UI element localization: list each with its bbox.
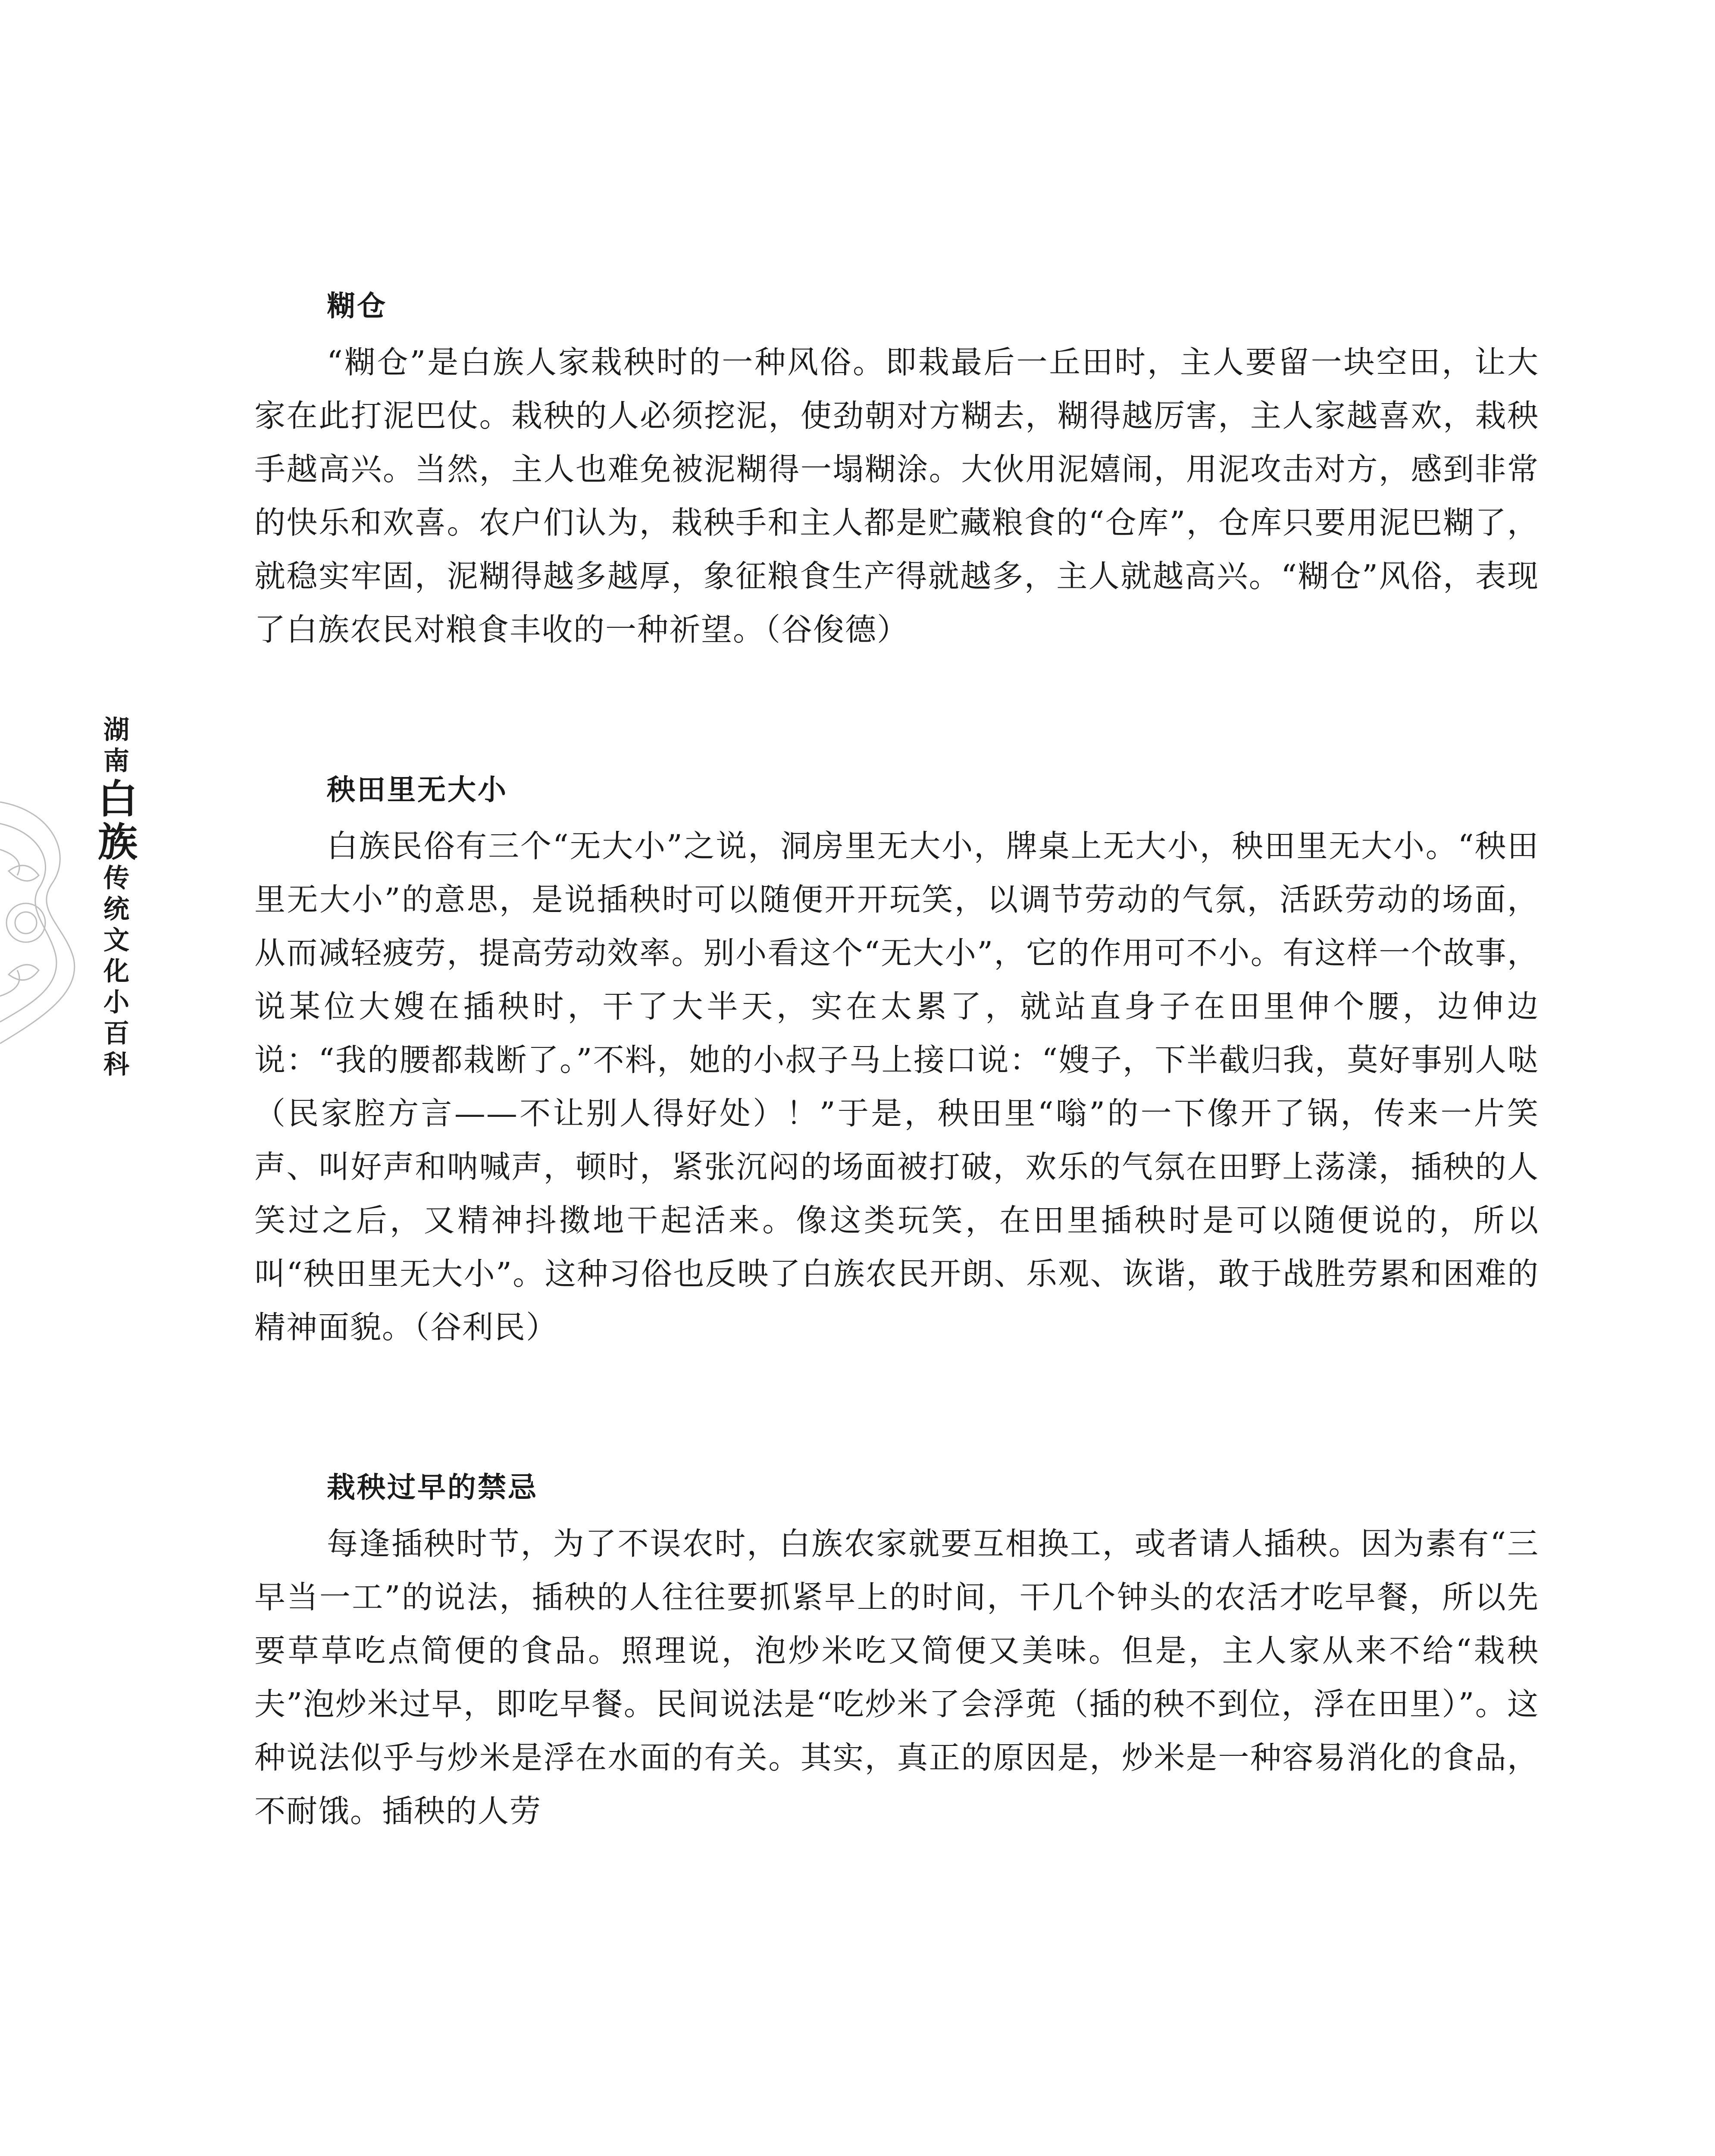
section-title: 栽秧过早的禁忌 (327, 1471, 538, 1504)
section-paragraph: 白族民俗有三个“无大小”之说，洞房里无大小，牌桌上无大小，秧田里无大小。“秧田里无大小”的意思，是说插秧时可以随便开开玩笑，以调节劳动的气氛，活跃劳动的场面，从而减轻疲劳，提高劳动效率。别小看这个“无大小”，它的作用可不小。有这样一个故事，说某位大嫂在插秧时，干了大半天，实在太累了，就站直身子在田里伸个腰，边伸边说：“我的腰都栽断了。”不料，她的小叔子马上接口说：“嫂子，下半截归我，莫好事别人哒（民家腔方言——不让别人得好处）！”于是，秧田里“嗡”的一下像开了锅，传来一片笑声、叫好声和呐喊声，顿时，紧张沉闷的场面被打破，欢乐的气氛在田野上荡漾，插秧的人笑过之后，又精神抖擞地干起活来。像这类玩笑，在田里插秧时是可以随便说的，所以叫“秧田里无大小”。这种习俗也反映了白族农民开朗、乐观、诙谐，敢于战胜劳累和困难的精神面貌。（谷利民） (254, 828, 1539, 1345)
decorative-pattern-icon (0, 785, 82, 1061)
section-title: 秧田里无大小 (327, 773, 508, 806)
section-zaiyang-taboo (254, 1462, 1539, 1838)
side-title-part3: 传统文化小百科 (99, 864, 129, 1081)
main-content (254, 280, 1539, 1946)
side-title-part1: 湖南 (99, 716, 129, 778)
side-title-part2: 白族 (91, 778, 138, 864)
book-series-title (88, 716, 140, 1081)
section-paragraph: “糊仓”是白族人家栽秧时的一种风俗。即栽最后一丘田时，主人要留一块空田，让大家在此打泥巴仗。栽秧的人必须挖泥，使劲朝对方糊去，糊得越厉害，主人家越喜欢，栽秧手越高兴。当然，主人也难免被泥糊得一塌糊涂。大伙用泥嬉闹，用泥攻击对方，感到非常的快乐和欢喜。农户们认为，栽秧手和主人都是贮藏粮食的“仓库”，仓库只要用泥巴糊了，就稳实牢固，泥糊得越多越厚，象征粮食生产得就越多，主人就越高兴。“糊仓”风俗，表现了白族农民对粮食丰收的一种祈望。（谷俊德） (254, 344, 1539, 648)
section-paragraph: 每逢插秧时节，为了不误农时，白族农家就要互相换工，或者请人插秧。因为素有“三早当一工”的说法，插秧的人往往要抓紧早上的时间，干几个钟头的农活才吃早餐，所以先要草草吃点简便的食品。照理说，泡炒米吃又简便又美味。但是，主人家从来不给“栽秧夫”泡炒米过早，即吃早餐。民间说法是“吃炒米了会浮蔸（插的秧不到位，浮在田里）”。这种说法似乎与炒米是浮在水面的有关。其实，真正的原因是，炒米是一种容易消化的食品，不耐饿。插秧的人劳 (254, 1526, 1539, 1829)
section-title: 糊仓 (327, 289, 387, 323)
section-yangtian (254, 764, 1539, 1354)
section-hucang (254, 280, 1539, 656)
